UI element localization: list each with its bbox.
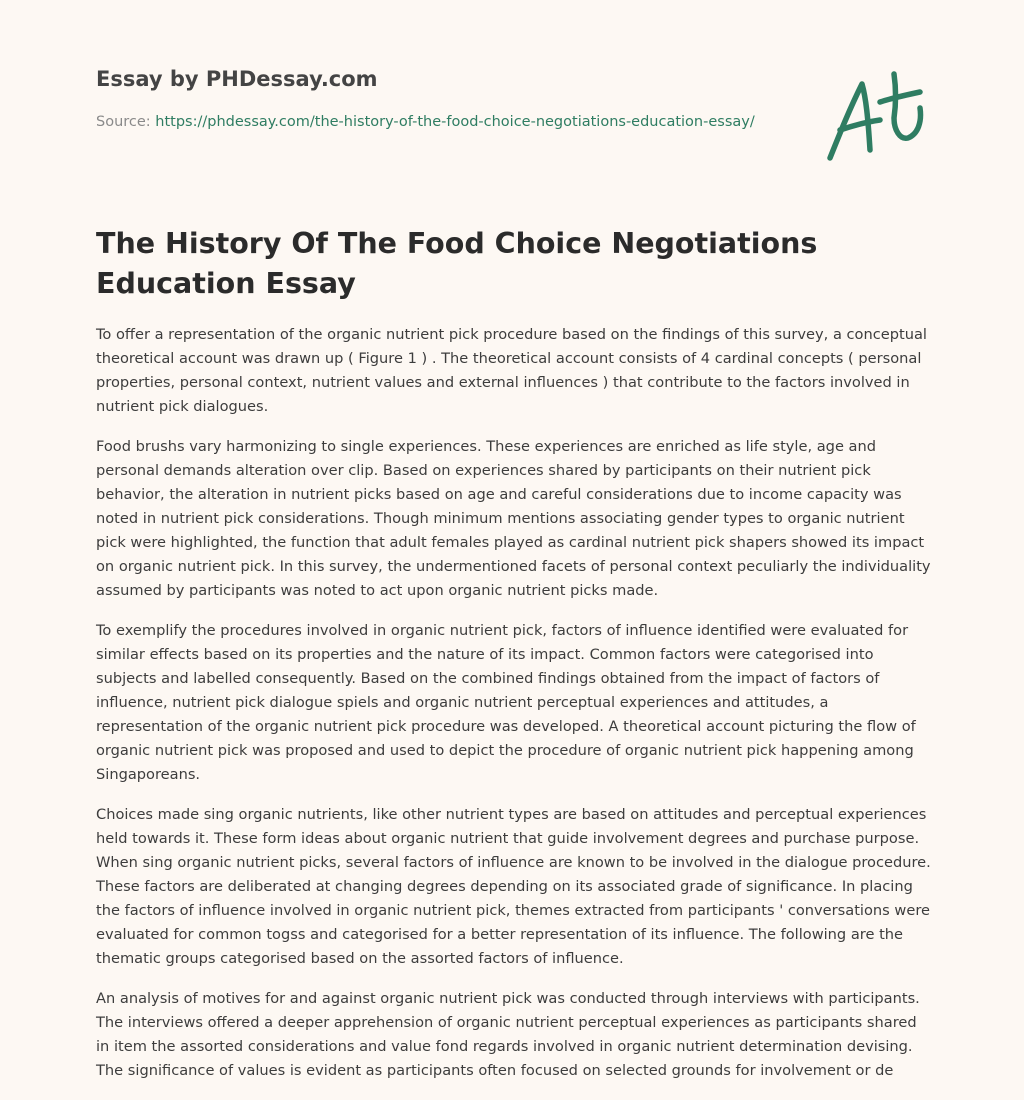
paragraph: To offer a representation of the organic nutrient pick procedure based on the findings of this survey, a conceptual theoretical account was drawn up ( Figure 1 ) . The theoretical account consists of 4 cardinal concepts ( personal properties, personal context, nutrient values and external influences ) that contribute to the factors involved in nutrient pick dialogues. [96,326,927,415]
source-label: Source: [96,114,151,130]
source-line [96,110,756,134]
essay-body [96,323,932,1099]
a-plus-grade-icon [822,68,932,168]
source-link[interactable]: https://phdessay.com/the-history-of-the-food-choice-negotiations-education-essay/ [155,114,755,130]
paragraph: To exemplify the procedures involved in organic nutrient pick, factors of influence identified were evaluated for similar effects based on its properties and the nature of its impact. Common factors were categorised into subjects and labelled consequently. Based on the combined findings obtained from the impact of factors of influence, nutrient pick dialogue spiels and organic nutrient perceptual experiences and attitudes, a representation of the organic nutrient pick procedure was developed. A theoretical account picturing the flow of organic nutrient pick was proposed and used to depict the procedure of organic nutrient pick happening among Singaporeans. [96,622,916,783]
paragraph: Choices made sing organic nutrients, like other nutrient types are based on attitudes and perceptual experiences held towards it. These form ideas about organic nutrient that guide involvement degrees and purchase purpose. When sing organic nutrient picks, several factors of influence are known to be involved in the dialogue procedure. These factors are deliberated at changing degrees depending on its associated grade of significance. In placing the factors of influence involved in organic nutrient pick, themes extracted from participants ' conversations were evaluated for common togss and categorised for a better representation of its influence. The following are the thematic groups categorised based on the assorted factors of influence. [96,806,931,967]
paragraph: An analysis of motives for and against organic nutrient pick was conducted through interviews with participants. The interviews offered a deeper apprehension of organic nutrient perceptual experiences as participants shared in item the assorted considerations and value fond regards involved in organic nutrient determination devising. The significance of values is evident as participants often focused on selected grounds for involvement or de [96,990,920,1079]
site-title: Essay by PHDessay.com [96,67,378,91]
paragraph: Food brushs vary harmonizing to single experiences. These experiences are enriched as life style, age and personal demands alteration over clip. Based on experiences shared by participants on their nutrient pick behavior, the alteration in nutrient picks based on age and careful considerations due to income capacity was noted in nutrient pick considerations. Though minimum mentions associating gender types to organic nutrient pick were highlighted, the function that adult females played as cardinal nutrient pick shapers showed its impact on organic nutrient pick. In this survey, the undermentioned facets of personal context peculiarly the individuality assumed by participants was noted to act upon organic nutrient picks made. [96,438,931,599]
essay-title: The History Of The Food Choice Negotiations Education Essay [96,227,818,300]
